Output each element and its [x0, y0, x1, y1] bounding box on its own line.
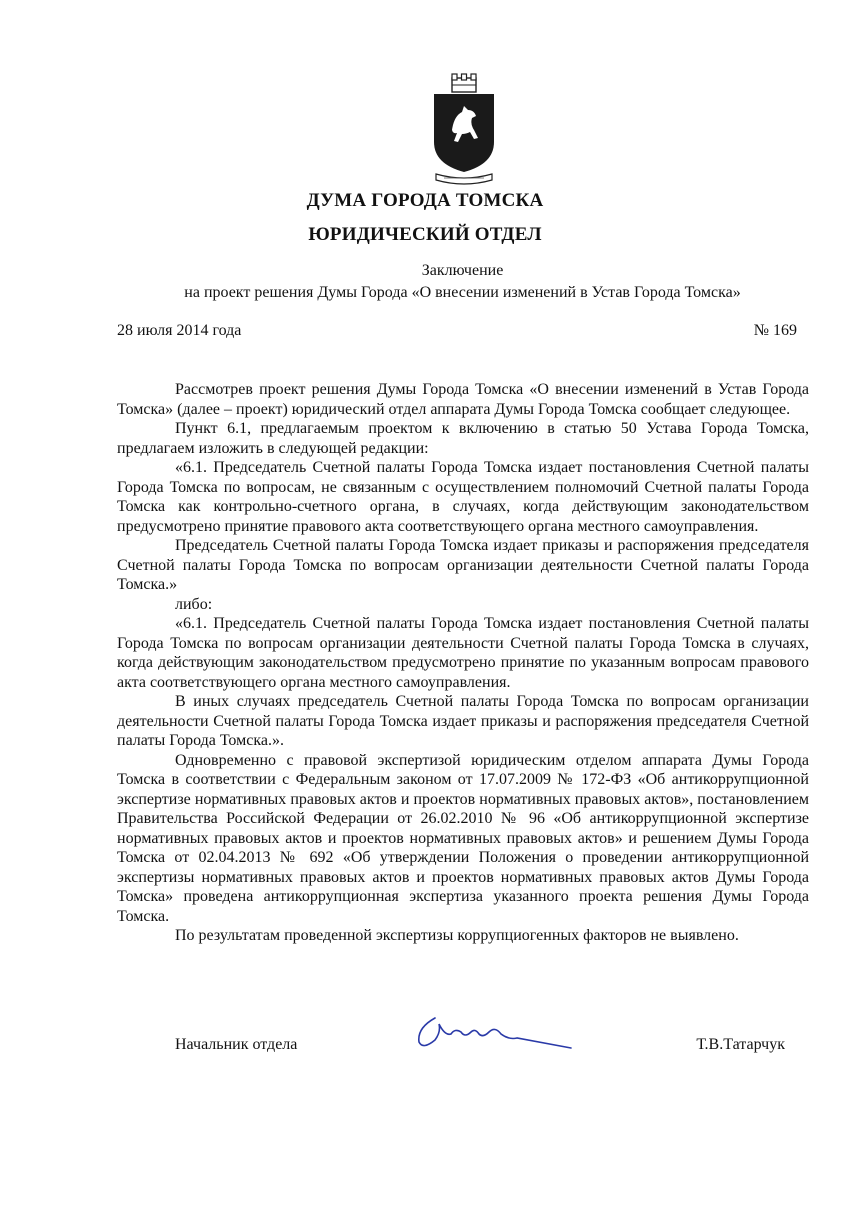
body-paragraph: «6.1. Председатель Счетной палаты Города Томска издает постановления Счетной палаты Города Томска по вопросам организации деятельности Счетной палаты Города Томска в случаях, когда действующим законодательством предусмотрено принятие по указанным вопросам правового акта соответствующего органа местного самоуправления.	[117, 615, 809, 691]
org-name: ДУМА ГОРОДА ТОМСКА	[306, 190, 544, 211]
signer-name: Т.В.Татарчук	[696, 1036, 785, 1053]
document-date: 28 июля 2014 года	[117, 322, 242, 339]
body-paragraph: Председатель Счетной палаты Города Томска издает приказы и распоряжения председателя Счетной палаты Города Томска по вопросам организации деятельности Счетной палаты Города Томска.»	[117, 537, 809, 593]
body-paragraph: По результатам проведенной экспертизы коррупциогенных факторов не выявлено.	[175, 927, 739, 944]
document-kind: Заключение	[421, 262, 504, 279]
body-paragraph: Пункт 6.1, предлагаемым проектом к включению в статью 50 Устава Города Томска, предлагаем изложить в следующей редакции:	[117, 420, 809, 457]
body-paragraph: В иных случаях председатель Счетной палаты Города Томска по вопросам организации деятельности Счетной палаты Города Томска издает приказы и распоряжения председателя Счетной палаты Города Томска.».	[117, 693, 809, 749]
body-paragraph: либо:	[175, 595, 213, 613]
handwritten-signature	[405, 1010, 575, 1056]
tomsk-coat-of-arms-icon	[428, 72, 500, 190]
department-name: ЮРИДИЧЕСКИЙ ОТДЕЛ	[308, 224, 542, 245]
document-subject: на проект решения Думы Города «О внесении изменений в Устав Города Томска»	[184, 284, 741, 301]
document-body	[117, 380, 809, 946]
document-number: № 169	[753, 322, 797, 339]
body-paragraph: «6.1. Председатель Счетной палаты Города Томска издает постановления Счетной палаты Города Томска по вопросам, не связанным с осуществлением полномочий Счетной палаты Города Томска как контрольно-счетного органа, в случаях, когда действующим законодательством предусмотрено принятие правового акта соответствующего органа местного самоуправления.	[117, 459, 809, 535]
body-paragraph: Одновременно с правовой экспертизой юридическим отделом аппарата Думы Города Томска в соответствии с Федеральным законом от 17.07.2009 № 172-ФЗ «Об антикоррупционной экспертизе нормативных правовых актов и проектов нормативных правовых актов», постановлением Правительства Российской Федерации от 26.02.2010 № 96 «Об антикоррупционной экспертизе нормативных правовых актов и проектов нормативных правовых актов» и решением Думы Города Томска от 02.04.2013 № 692 «Об утверждении Положения о проведении антикоррупционной экспертизы нормативных правовых актов и проектов нормативных правовых актов Думы Города Томска» проведена антикоррупционная экспертиза указанного проекта решения Думы Города Томска.	[117, 751, 809, 925]
body-paragraph: Рассмотрев проект решения Думы Города Томска «О внесении изменений в Устав Города Томска» (далее – проект) юридический отдел аппарата Думы Города Томска сообщает следующее.	[117, 381, 809, 418]
signer-position: Начальник отдела	[175, 1036, 298, 1053]
